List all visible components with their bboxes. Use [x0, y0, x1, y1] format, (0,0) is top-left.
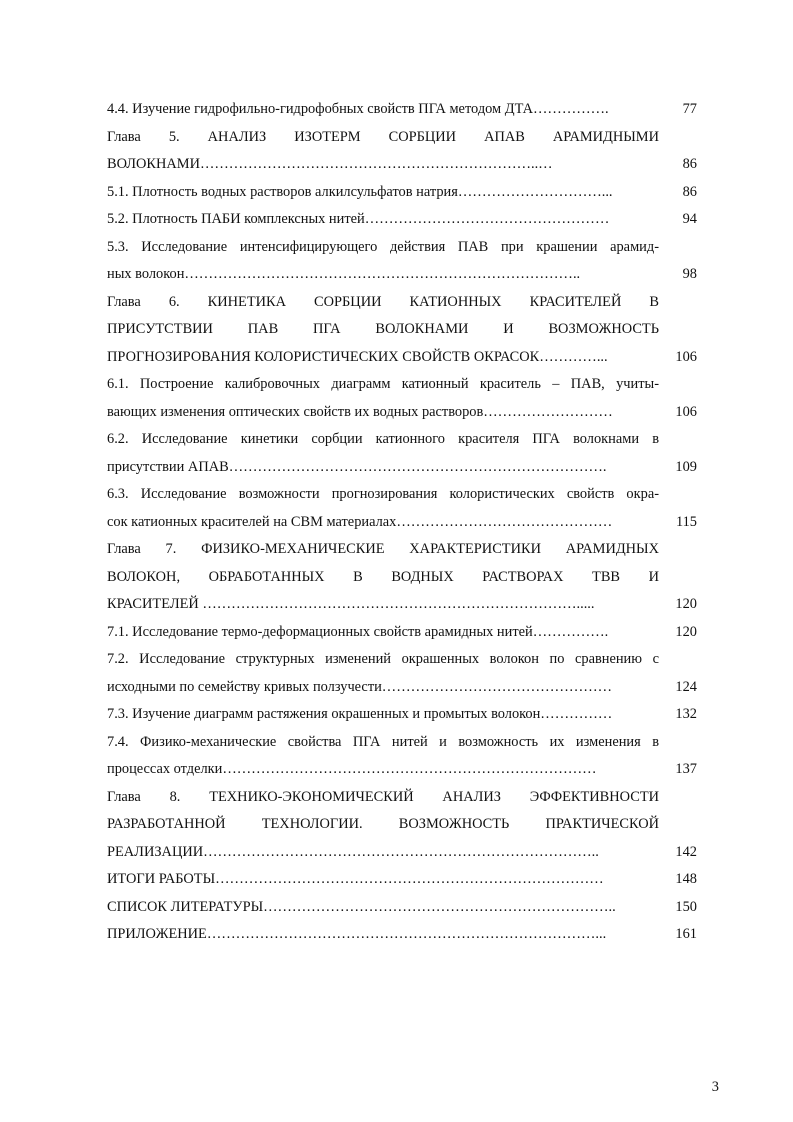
toc-line: [107, 756, 697, 784]
toc-entry: [107, 646, 697, 701]
toc-entry-page: 148: [675, 871, 697, 887]
toc-entry: [107, 866, 697, 894]
toc-line: [107, 674, 697, 702]
toc-entry-text: ИТОГИ РАБОТЫ………………………………………………………………………: [107, 871, 604, 887]
toc-entry-text: ПРИСУТСТВИИ ПАВ ПГА ВОЛОКНАМИ И ВОЗМОЖНОСТЬ: [107, 321, 659, 337]
toc-entry: [107, 96, 697, 124]
toc-entry-page: 86: [682, 156, 697, 172]
toc-entry-page: 109: [675, 458, 697, 475]
toc-entry-page: 150: [675, 898, 697, 915]
toc-entry-text: процессах отделки……………………………………………………………………: [107, 761, 597, 777]
toc-entry-page: 132: [675, 706, 697, 722]
toc-entry: [107, 536, 697, 619]
toc-entry: [107, 481, 697, 536]
toc-entry: [107, 371, 697, 426]
toc-entry: [107, 619, 697, 647]
toc-entry: [107, 784, 697, 867]
toc-entry-text: вающих изменения оптических свойств их водных растворов………………………: [107, 403, 613, 420]
toc-entry-text: 7.2. Исследование структурных изменений окрашенных волокон по сравнению с: [107, 651, 659, 667]
toc-line: [107, 866, 697, 894]
toc-entry-page: 120: [675, 623, 697, 640]
toc-line: [107, 371, 697, 399]
toc-entry-text: ВОЛОКНАМИ……………………………………………………………..…: [107, 156, 553, 172]
toc-entry: [107, 289, 697, 372]
table-of-contents: [107, 96, 697, 949]
toc-line: [107, 344, 697, 372]
toc-line: [107, 564, 697, 592]
toc-entry-page: 124: [675, 678, 697, 695]
toc-entry-text: КРАСИТЕЛЕЙ …………………………………………………………………….....: [107, 596, 595, 612]
toc-entry: [107, 206, 697, 234]
toc-entry-text: ных волокон………………………………………………………………………..: [107, 266, 581, 282]
toc-line: [107, 536, 697, 564]
toc-entry-text: ПРОГНОЗИРОВАНИЯ КОЛОРИСТИЧЕСКИХ СВОЙСТВ ОКРАСОК…………...: [107, 348, 608, 365]
toc-line: [107, 619, 697, 647]
toc-entry: [107, 701, 697, 729]
toc-entry-text: 7.3. Изучение диаграмм растяжения окрашенных и промытых волокон……………: [107, 706, 613, 722]
toc-line: [107, 234, 697, 262]
toc-entry-text: ВОЛОКОН, ОБРАБОТАННЫХ В ВОДНЫХ РАСТВОРАХ ТВВ И: [107, 568, 659, 585]
toc-line: [107, 839, 697, 867]
toc-line: [107, 426, 697, 454]
toc-line: [107, 894, 697, 922]
toc-entry: [107, 729, 697, 784]
toc-entry-text: СПИСОК ЛИТЕРАТУРЫ………………………………………………………………..: [107, 898, 616, 915]
toc-entry-text: 6.3. Исследование возможности прогнозирования колористических свойств окра-: [107, 486, 659, 502]
toc-line: [107, 151, 697, 179]
toc-line: [107, 316, 697, 344]
toc-entry-page: 106: [675, 348, 697, 365]
toc-line: [107, 179, 697, 207]
toc-line: [107, 206, 697, 234]
toc-line: [107, 509, 697, 537]
toc-entry-text: 4.4. Изучение гидрофильно-гидрофобных свойств ПГА методом ДТА…………….: [107, 101, 609, 117]
toc-entry-text: РАЗРАБОТАННОЙ ТЕХНОЛОГИИ. ВОЗМОЖНОСТЬ ПРАКТИЧЕСКОЙ: [107, 816, 659, 832]
toc-entry-text: 6.1. Построение калибровочных диаграмм катионный краситель – ПАВ, учиты-: [107, 376, 659, 392]
toc-entry-text: Глава 6. КИНЕТИКА СОРБЦИИ КАТИОННЫХ КРАСИТЕЛЕЙ В: [107, 293, 659, 310]
toc-entry-page: 77: [682, 101, 697, 117]
toc-entry: [107, 894, 697, 922]
toc-line: [107, 784, 697, 812]
toc-line: [107, 96, 697, 124]
toc-entry-text: 7.4. Физико-механические свойства ПГА нитей и возможность их изменения в: [107, 733, 659, 750]
toc-entry-text: Глава 8. ТЕХНИКО-ЭКОНОМИЧЕСКИЙ АНАЛИЗ ЭФФЕКТИВНОСТИ: [107, 788, 659, 805]
toc-entry-text: сок катионных красителей на СВМ материалах………………………………………: [107, 513, 613, 530]
toc-entry-text: ПРИЛОЖЕНИЕ………………………………………………………………………...: [107, 926, 607, 942]
toc-line: [107, 454, 697, 482]
toc-entry-page: 137: [675, 761, 697, 777]
toc-entry-text: 6.2. Исследование кинетики сорбции катионного красителя ПГА волокнами в: [107, 431, 659, 447]
toc-line: [107, 701, 697, 729]
toc-entry: [107, 179, 697, 207]
toc-line: [107, 811, 697, 839]
toc-entry-page: 106: [675, 403, 697, 420]
page-number: 3: [711, 1079, 719, 1095]
toc-entry: [107, 124, 697, 179]
toc-line: [107, 729, 697, 757]
toc-line: [107, 921, 697, 949]
toc-entry-text: Глава 7. ФИЗИКО-МЕХАНИЧЕСКИЕ ХАРАКТЕРИСТИКИ АРАМИДНЫХ: [107, 541, 659, 557]
toc-entry-text: 5.1. Плотность водных растворов алкилсульфатов натрия…………………………...: [107, 183, 613, 200]
toc-line: [107, 646, 697, 674]
toc-entry-page: 98: [682, 266, 697, 282]
toc-line: [107, 399, 697, 427]
toc-line: [107, 261, 697, 289]
toc-entry-text: присутствии АПАВ…………………………………………………………………….: [107, 458, 607, 475]
toc-entry-text: 7.1. Исследование термо-деформационных свойств арамидных нитей…………….: [107, 623, 609, 640]
toc-entry-text: Глава 5. АНАЛИЗ ИЗОТЕРМ СОРБЦИИ АПАВ АРАМИДНЫМИ: [107, 128, 659, 145]
toc-entry-page: 86: [682, 183, 697, 200]
toc-entry-text: РЕАЛИЗАЦИИ………………………………………………………………………..: [107, 843, 599, 860]
toc-line: [107, 289, 697, 317]
toc-line: [107, 124, 697, 152]
toc-entry-page: 115: [675, 513, 697, 530]
toc-line: [107, 481, 697, 509]
toc-entry-page: 120: [675, 596, 697, 612]
toc-entry: [107, 921, 697, 949]
toc-entry-text: исходными по семейству кривых ползучести…………………………………………: [107, 678, 613, 695]
toc-entry-text: 5.3. Исследование интенсифицирующего действия ПАВ при крашении арамид-: [107, 238, 659, 255]
toc-entry: [107, 426, 697, 481]
toc-entry-text: 5.2. Плотность ПАБИ комплексных нитей……………………………………………: [107, 211, 610, 227]
toc-entry-page: 142: [675, 843, 697, 860]
toc-line: [107, 591, 697, 619]
toc-entry-page: 161: [675, 926, 697, 942]
toc-entry-page: 94: [682, 211, 697, 227]
toc-entry: [107, 234, 697, 289]
